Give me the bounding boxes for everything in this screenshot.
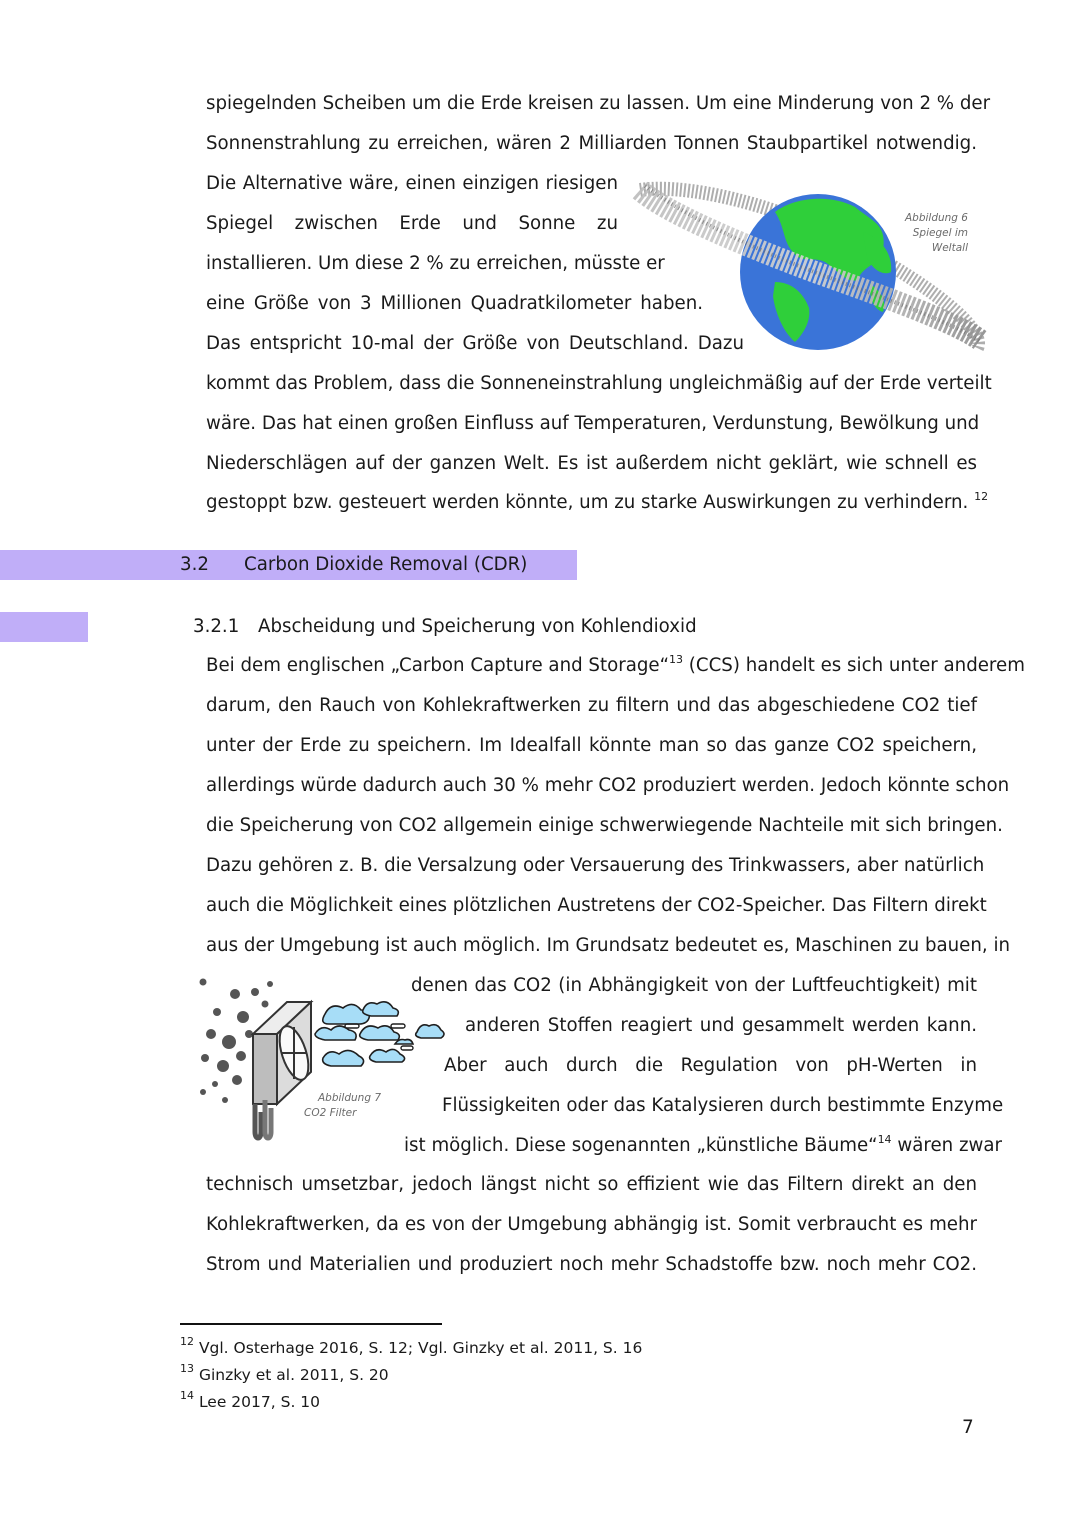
subsection-title: Abscheidung und Speicherung von Kohlendioxid bbox=[258, 616, 697, 637]
body-line: unter der Erde zu speichern. Im Idealfall könnte man so das ganze CO2 speichern, bbox=[206, 735, 977, 756]
subsection-number: 3.2.1 bbox=[193, 616, 240, 637]
body-line: technisch umsetzbar, jedoch längst nicht so effizient wie das Filtern direkt an den bbox=[206, 1174, 977, 1195]
body-line: Dazu gehören z. B. die Versalzung oder Versauerung des Trinkwassers, aber natürlich bbox=[206, 855, 985, 876]
footnote: $^{14}$ Lee 2017, S. 10 bbox=[180, 1389, 321, 1411]
footnote: $^{13}$ Ginzky et al. 2011, S. 20 bbox=[180, 1362, 389, 1384]
body-line: aus der Umgebung ist auch möglich. Im Grundsatz bedeutet es, Maschinen zu bauen, in bbox=[206, 935, 1011, 956]
body-line: ist möglich. Diese sogenannten „künstliche Bäume“$^{14}$ wären zwar bbox=[404, 1133, 1002, 1156]
body-line: denen das CO2 (in Abhängigkeit von der Luftfeuchtigkeit) mit bbox=[411, 975, 977, 996]
subsection-band bbox=[0, 612, 88, 642]
body-line: auch die Möglichkeit eines plötzlichen Austretens der CO2-Speicher. Das Filtern direkt bbox=[206, 895, 987, 916]
figure-6-mirror-in-space bbox=[625, 172, 990, 362]
section-number: 3.2 bbox=[180, 554, 209, 575]
body-line: Das entspricht 10-mal der Größe von Deutschland. Dazu bbox=[206, 333, 744, 354]
body-line: eine Größe von 3 Millionen Quadratkilometer haben. bbox=[206, 293, 703, 314]
body-line: Kohlekraftwerken, da es von der Umgebung abhängig ist. Somit verbraucht es mehr bbox=[206, 1214, 977, 1235]
section-title: Carbon Dioxide Removal (CDR) bbox=[244, 554, 528, 575]
figure-6-caption: Abbildung 6 Spiegel im Weltall bbox=[904, 212, 968, 254]
footnote-separator bbox=[180, 1323, 442, 1325]
footnote-ref[interactable]: 12 bbox=[974, 490, 989, 503]
page-number: 7 bbox=[962, 1417, 974, 1438]
body-line: installieren. Um diese 2 % zu erreichen, müsste er bbox=[206, 253, 665, 274]
body-line: Spiegel zwischen Erde und Sonne zu bbox=[206, 213, 618, 234]
body-line: anderen Stoffen reagiert und gesammelt werden kann. bbox=[465, 1015, 977, 1036]
figure-7-caption: Abbildung 7 CO2 Filter bbox=[304, 1092, 382, 1119]
footnote-ref[interactable]: 14 bbox=[877, 1133, 892, 1146]
footnote-ref[interactable]: 13 bbox=[669, 653, 684, 666]
body-line: gestoppt bzw. gesteuert werden könnte, um zu starke Auswirkungen zu verhindern. $^{12}$ bbox=[206, 490, 989, 513]
body-line: allerdings würde dadurch auch 30 % mehr CO2 produziert werden. Jedoch könnte schon bbox=[206, 775, 1010, 796]
body-line: wäre. Das hat einen großen Einfluss auf Temperaturen, Verdunstung, Bewölkung und bbox=[206, 413, 980, 434]
body-line: Aber auch durch die Regulation von pH-Werten in bbox=[444, 1055, 977, 1076]
body-line: darum, den Rauch von Kohlekraftwerken zu filtern und das abgeschiedene CO2 tief bbox=[206, 695, 977, 716]
body-line: Niederschlägen auf der ganzen Welt. Es ist außerdem nicht geklärt, wie schnell es bbox=[206, 453, 977, 474]
body-line: die Speicherung von CO2 allgemein einige schwerwiegende Nachteile mit sich bringen. bbox=[206, 815, 1003, 836]
body-line: spiegelnden Scheiben um die Erde kreisen zu lassen. Um eine Minderung von 2 % der bbox=[206, 93, 991, 114]
footnote: $^{12}$ Vgl. Osterhage 2016, S. 12; Vgl. Ginzky et al. 2011, S. 16 bbox=[180, 1335, 643, 1357]
body-line: Sonnenstrahlung zu erreichen, wären 2 Milliarden Tonnen Staubpartikel notwendig. bbox=[206, 133, 977, 154]
body-line: Bei dem englischen „Carbon Capture and Storage“$^{13}$ (CCS) handelt es sich unter anderem bbox=[206, 653, 1025, 676]
body-line: Strom und Materialien und produziert noch mehr Schadstoffe bzw. noch mehr CO2. bbox=[206, 1254, 977, 1275]
body-line: kommt das Problem, dass die Sonneneinstrahlung ungleichmäßig auf der Erde verteilt bbox=[206, 373, 992, 394]
body-line: Die Alternative wäre, einen einzigen riesigen bbox=[206, 173, 618, 194]
body-line: Flüssigkeiten oder das Katalysieren durch bestimmte Enzyme bbox=[442, 1095, 1004, 1116]
